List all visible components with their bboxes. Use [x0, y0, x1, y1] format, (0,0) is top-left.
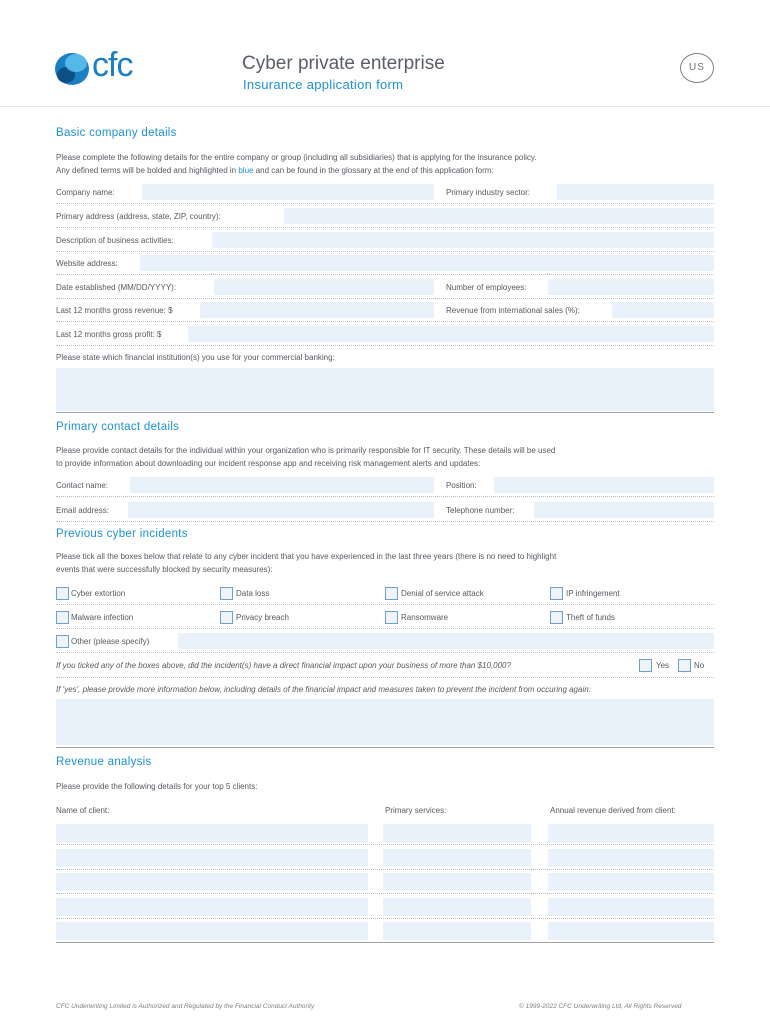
- col-header-revenue: Annual revenue derived from client:: [550, 806, 676, 815]
- checkbox-impact-yes[interactable]: [639, 659, 652, 672]
- checkbox-cyber-extortion[interactable]: [56, 587, 69, 600]
- basic-intro-line-2: [56, 164, 716, 177]
- header-divider: [0, 106, 770, 107]
- row-divider: [56, 628, 714, 629]
- option-label: Malware infection: [71, 613, 134, 622]
- region-badge: US: [680, 53, 714, 83]
- phone-field[interactable]: [534, 502, 714, 518]
- section-heading-incidents: Previous cyber incidents: [56, 528, 188, 540]
- annual-revenue-field[interactable]: [548, 849, 714, 867]
- intl-sales-field[interactable]: [612, 302, 714, 318]
- other-label: Other (please specify): [71, 637, 150, 646]
- checkbox-theft-of-funds[interactable]: [550, 611, 563, 624]
- page-subtitle: Insurance application form: [243, 77, 404, 92]
- section-divider: [56, 747, 714, 748]
- email-label: Email address:: [56, 506, 109, 515]
- primary-services-field[interactable]: [383, 849, 531, 867]
- cfc-logo-mark-icon: [54, 51, 90, 87]
- row-divider: [56, 652, 714, 653]
- row-divider: [56, 496, 714, 497]
- description-field[interactable]: [212, 232, 714, 248]
- row-divider: [56, 604, 714, 605]
- employees-field[interactable]: [548, 279, 714, 295]
- financial-impact-question: If you ticked any of the boxes above, did the incident(s) have a direct financial impact upon your business of more than $10,000?: [56, 661, 511, 670]
- incidents-intro-line-1: Please tick all the boxes below that relate to any cyber incident that you have experienced in the last three years (there is no need to highlight: [56, 552, 557, 561]
- checkbox-denial-of-service[interactable]: [385, 587, 398, 600]
- banking-textarea[interactable]: [56, 368, 714, 411]
- more-info-textarea[interactable]: [56, 699, 714, 745]
- row-divider: [56, 869, 714, 870]
- primary-services-field[interactable]: [383, 824, 531, 842]
- annual-revenue-field[interactable]: [548, 922, 714, 940]
- gross-revenue-field[interactable]: [200, 302, 434, 318]
- phone-label: Telephone number:: [446, 506, 515, 515]
- row-divider: [56, 274, 714, 275]
- row-divider: [56, 203, 714, 204]
- primary-services-field[interactable]: [383, 922, 531, 940]
- checkbox-ip-infringement[interactable]: [550, 587, 563, 600]
- section-divider: [56, 412, 714, 413]
- contact-intro: [56, 444, 716, 470]
- option-label: Privacy breach: [236, 613, 289, 622]
- basic-intro-line-1: Please complete the following details for the entire company or group (including all subsidiaries) that is applying for the insurance policy.: [56, 153, 537, 162]
- checkbox-data-loss[interactable]: [220, 587, 233, 600]
- checkbox-ransomware[interactable]: [385, 611, 398, 624]
- annual-revenue-field[interactable]: [548, 898, 714, 916]
- basic-intro: [56, 151, 716, 177]
- row-divider: [56, 844, 714, 845]
- section-heading-contact: Primary contact details: [56, 421, 180, 433]
- footer-copyright: © 1999-2022 CFC Underwriting Ltd, All Rights Reserved: [519, 1003, 682, 1010]
- date-established-field[interactable]: [214, 279, 434, 295]
- checkbox-malware-infection[interactable]: [56, 611, 69, 624]
- section-heading-basic: Basic company details: [56, 127, 177, 139]
- intl-sales-label: Revenue from international sales (%):: [446, 306, 580, 315]
- client-name-field[interactable]: [56, 849, 368, 867]
- website-label: Website address:: [56, 259, 118, 268]
- option-label: Theft of funds: [566, 613, 615, 622]
- row-divider: [56, 298, 714, 299]
- address-label: Primary address (address, state, ZIP, country):: [56, 212, 221, 221]
- client-name-field[interactable]: [56, 873, 368, 891]
- position-label: Position:: [446, 481, 477, 490]
- option-label: Denial of service attack: [401, 589, 484, 598]
- option-label: Data loss: [236, 589, 270, 598]
- industry-sector-field[interactable]: [557, 184, 714, 200]
- checkbox-other[interactable]: [56, 635, 69, 648]
- description-label: Description of business activities:: [56, 236, 174, 245]
- yes-label: Yes: [656, 661, 670, 670]
- option-label: Cyber extortion: [71, 589, 126, 598]
- row-divider: [56, 345, 714, 346]
- annual-revenue-field[interactable]: [548, 873, 714, 891]
- employees-label: Number of employees:: [446, 283, 527, 292]
- checkbox-privacy-breach[interactable]: [220, 611, 233, 624]
- other-specify-field[interactable]: [178, 633, 714, 649]
- contact-intro-line-2: to provide information about downloading our incident response app and receiving risk management alerts and updates:: [56, 459, 481, 468]
- email-field[interactable]: [128, 502, 434, 518]
- section-heading-revenue: Revenue analysis: [56, 756, 152, 768]
- company-name-label: Company name:: [56, 188, 115, 197]
- footer-regulatory: CFC Underwriting Limited is Authorized and Regulated by the Financial Conduct Authority: [56, 1003, 315, 1010]
- client-name-field[interactable]: [56, 898, 368, 916]
- more-info-label: If 'yes', please provide more information below, including details of the financial impact and measures taken to prevent the incident from occuring again:: [56, 685, 591, 694]
- cfc-logo-text: cfc: [92, 46, 133, 84]
- no-label: No: [694, 661, 705, 670]
- gross-profit-field[interactable]: [188, 326, 714, 342]
- company-name-field[interactable]: [142, 184, 434, 200]
- col-header-services: Primary services:: [385, 806, 447, 815]
- client-name-field[interactable]: [56, 824, 368, 842]
- date-established-label: Date established (MM/DD/YYYY):: [56, 283, 177, 292]
- contact-intro-line-1: Please provide contact details for the individual within your organization who is primarily responsible for IT security. These details will be used: [56, 446, 556, 455]
- position-field[interactable]: [494, 477, 714, 493]
- gross-revenue-label: Last 12 months gross revenue: $: [56, 306, 173, 315]
- row-divider: [56, 227, 714, 228]
- contact-name-label: Contact name:: [56, 481, 109, 490]
- col-header-client: Name of client:: [56, 806, 110, 815]
- row-divider: [56, 918, 714, 919]
- annual-revenue-field[interactable]: [548, 824, 714, 842]
- option-label: IP infringement: [566, 589, 620, 598]
- client-name-field[interactable]: [56, 922, 368, 940]
- banking-label: Please state which financial institution(s) you use for your commercial banking:: [56, 353, 335, 362]
- blue-highlight-sample: blue: [238, 166, 254, 175]
- intro-text-a: Any defined terms will be bolded and highlighted in: [56, 166, 239, 175]
- industry-sector-label: Primary industry sector:: [446, 188, 531, 197]
- gross-profit-label: Last 12 months gross profit: $: [56, 330, 162, 339]
- row-divider: [56, 251, 714, 252]
- row-divider: [56, 677, 714, 678]
- incidents-intro-line-2: events that were successfully blocked by security measures):: [56, 565, 273, 574]
- intro-text-c: and can be found in the glossary at the end of this application form:: [253, 166, 494, 175]
- primary-services-field[interactable]: [383, 898, 531, 916]
- primary-services-field[interactable]: [383, 873, 531, 891]
- row-divider: [56, 321, 714, 322]
- address-field[interactable]: [284, 208, 714, 224]
- row-divider: [56, 521, 714, 522]
- page-title: Cyber private enterprise: [242, 53, 445, 74]
- option-label: Ransomware: [401, 613, 449, 622]
- revenue-intro: Please provide the following details for your top 5 clients:: [56, 782, 258, 791]
- section-divider: [56, 942, 714, 943]
- website-field[interactable]: [140, 255, 714, 271]
- row-divider: [56, 893, 714, 894]
- incidents-intro: [56, 550, 716, 576]
- checkbox-impact-no[interactable]: [678, 659, 691, 672]
- contact-name-field[interactable]: [130, 477, 434, 493]
